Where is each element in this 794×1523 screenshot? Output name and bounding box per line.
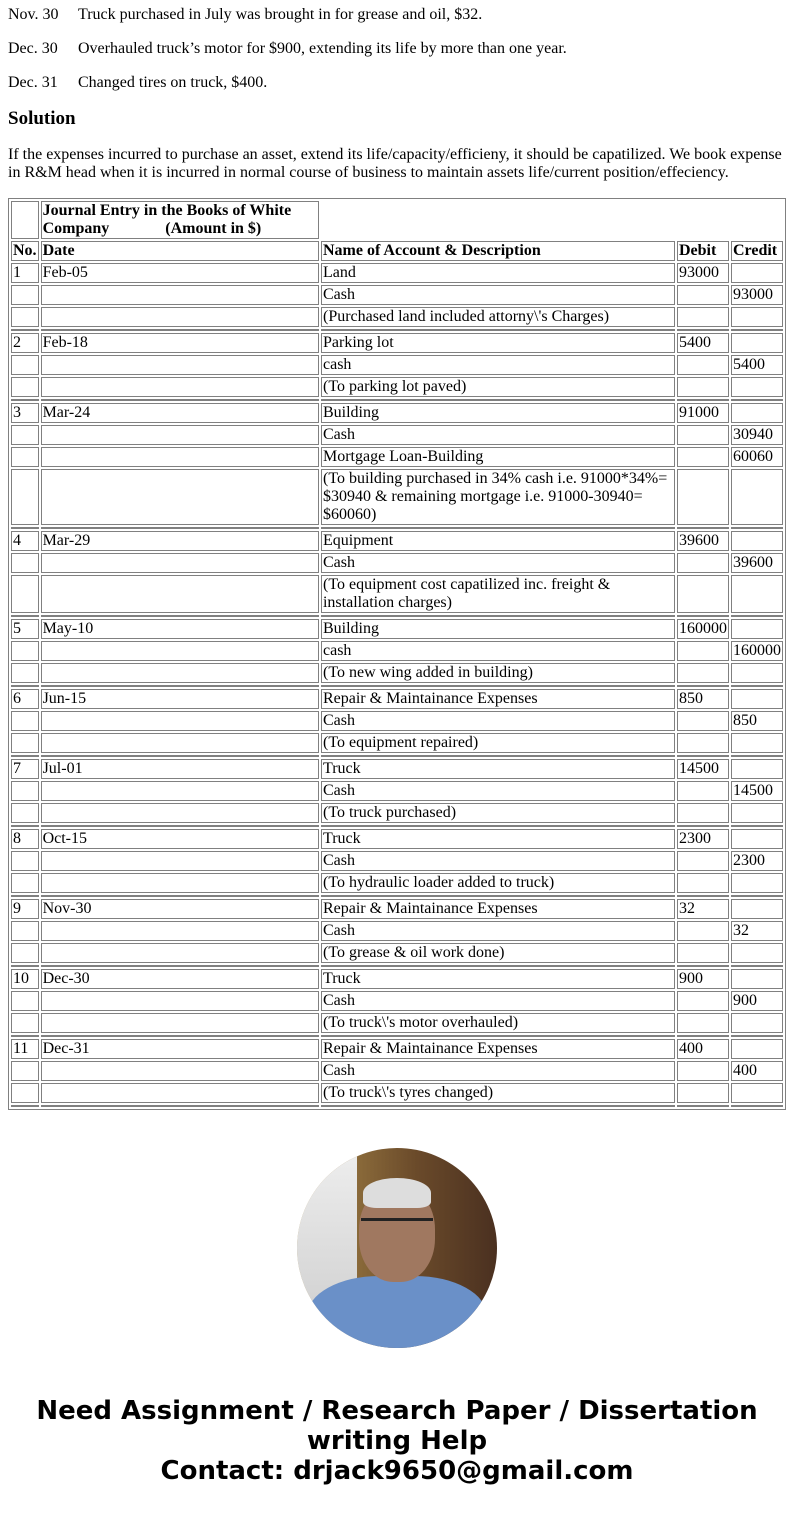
table-row xyxy=(11,377,783,397)
header-row xyxy=(11,241,783,261)
entry-number: 11 xyxy=(11,1039,39,1059)
table-row xyxy=(11,781,783,801)
header-no: No. xyxy=(13,242,37,259)
entry-number: 9 xyxy=(11,899,39,919)
entry-number xyxy=(11,991,39,1011)
entry-separator xyxy=(11,527,783,529)
credit-amount xyxy=(731,531,783,551)
credit-amount xyxy=(731,873,783,893)
entry-date xyxy=(41,307,319,327)
credit-amount: 400 xyxy=(731,1061,783,1081)
credit-amount xyxy=(731,1039,783,1059)
entry-separator xyxy=(11,685,783,687)
entry-date xyxy=(41,663,319,683)
table-row xyxy=(11,1013,783,1033)
account-name: Parking lot xyxy=(321,333,675,353)
table-row xyxy=(11,575,783,613)
entry-date: Mar-24 xyxy=(41,403,319,423)
debit-amount xyxy=(677,803,729,823)
credit-amount: 39600 xyxy=(731,553,783,573)
table-row xyxy=(11,425,783,445)
entry-date xyxy=(41,943,319,963)
author-photo xyxy=(297,1148,497,1348)
entry-date xyxy=(41,803,319,823)
table-row xyxy=(11,1039,783,1059)
account-name: (To parking lot paved) xyxy=(321,377,675,397)
debit-amount: 32 xyxy=(677,899,729,919)
account-name: Cash xyxy=(321,921,675,941)
table-row xyxy=(11,553,783,573)
table-row xyxy=(11,711,783,731)
entry-number: 5 xyxy=(11,619,39,639)
table-row xyxy=(11,943,783,963)
entry-date xyxy=(41,1013,319,1033)
debit-amount xyxy=(677,377,729,397)
account-name: Cash xyxy=(321,553,675,573)
debit-amount: 160000 xyxy=(678,620,727,637)
table-row xyxy=(11,803,783,823)
debit-amount: 400 xyxy=(677,1039,729,1059)
table-row xyxy=(11,733,783,753)
debit-amount xyxy=(677,469,729,525)
entry-date xyxy=(41,575,319,613)
entry-date: Dec-31 xyxy=(41,1039,319,1059)
journal-table xyxy=(8,198,786,1110)
debit-amount xyxy=(677,943,729,963)
credit-amount xyxy=(731,333,783,353)
debit-amount xyxy=(677,1083,729,1103)
entry-date xyxy=(41,285,319,305)
entry-number xyxy=(11,469,39,525)
entry-number xyxy=(11,663,39,683)
table-row xyxy=(11,355,783,375)
credit-amount: 32 xyxy=(731,921,783,941)
entry-separator xyxy=(11,895,783,897)
debit-amount xyxy=(677,1013,729,1033)
entry-separator xyxy=(11,1105,783,1107)
debit-amount xyxy=(677,575,729,613)
entry-number xyxy=(11,553,39,573)
table-title: Journal Entry in the Books of White Company (Amount in $) xyxy=(41,201,319,239)
debit-amount: 91000 xyxy=(677,403,729,423)
credit-amount xyxy=(731,689,783,709)
account-name: Cash xyxy=(321,711,675,731)
entry-number xyxy=(11,733,39,753)
credit-amount xyxy=(731,803,783,823)
entry-date: Nov-30 xyxy=(41,899,319,919)
entry-date xyxy=(41,711,319,731)
table-row xyxy=(11,873,783,893)
entry-number xyxy=(11,851,39,871)
table-row xyxy=(11,829,783,849)
account-name: Cash xyxy=(321,781,675,801)
entry-separator xyxy=(11,329,783,331)
entry-date: Feb-18 xyxy=(41,333,319,353)
entry-number: 4 xyxy=(11,531,39,551)
table-row xyxy=(11,1061,783,1081)
debit-amount: 5400 xyxy=(677,333,729,353)
account-name: Cash xyxy=(321,425,675,445)
table-row xyxy=(11,619,783,639)
account-name: cash xyxy=(321,641,675,661)
entry-number xyxy=(11,575,39,613)
account-name: Truck xyxy=(321,969,675,989)
table-row xyxy=(11,1083,783,1103)
entry-date xyxy=(41,641,319,661)
credit-amount xyxy=(731,969,783,989)
entry-date xyxy=(41,781,319,801)
account-name: cash xyxy=(321,355,675,375)
table-row xyxy=(11,969,783,989)
entry-number xyxy=(11,803,39,823)
entry-date xyxy=(41,377,319,397)
credit-amount xyxy=(731,403,783,423)
entry-number xyxy=(11,641,39,661)
debit-amount: 14500 xyxy=(677,759,729,779)
credit-amount: 850 xyxy=(731,711,783,731)
entry-date: Jul-01 xyxy=(41,759,319,779)
account-name: (To hydraulic loader added to truck) xyxy=(321,873,675,893)
debit-amount xyxy=(677,873,729,893)
event-dec30: Dec. 30 Overhauled truck’s motor for $900, extending its life by more than one year. xyxy=(8,40,567,57)
entry-date xyxy=(41,355,319,375)
events xyxy=(8,6,786,92)
debit-amount xyxy=(677,285,729,305)
entry-number xyxy=(11,873,39,893)
entry-number xyxy=(11,307,39,327)
entry-date xyxy=(41,851,319,871)
account-name: Cash xyxy=(321,1061,675,1081)
table-row xyxy=(11,899,783,919)
table-row xyxy=(11,531,783,551)
account-name: (To truck purchased) xyxy=(321,803,675,823)
footer-contact: Contact: drjack9650@gmail.com xyxy=(160,1456,634,1486)
event-nov30: Nov. 30 Truck purchased in July was brought in for grease and oil, $32. xyxy=(8,6,483,23)
table-row xyxy=(11,689,783,709)
entry-number xyxy=(11,1013,39,1033)
credit-amount xyxy=(731,899,783,919)
debit-amount xyxy=(677,307,729,327)
debit-amount xyxy=(677,447,729,467)
credit-amount xyxy=(731,759,783,779)
solution-heading: Solution xyxy=(8,108,76,129)
account-name: (To building purchased in 34% cash i.e. 91000*34%= $30940 & remaining mortgage i.e. 91000-30940= $60060) xyxy=(321,469,675,525)
entry-number: 1 xyxy=(11,263,39,283)
table-row xyxy=(11,663,783,683)
entry-separator xyxy=(11,965,783,967)
credit-amount: 60060 xyxy=(731,447,783,467)
account-name: Mortgage Loan-Building xyxy=(321,447,675,467)
credit-amount xyxy=(731,619,783,639)
account-name: (To grease & oil work done) xyxy=(321,943,675,963)
debit-amount xyxy=(677,1061,729,1081)
table-row xyxy=(11,851,783,871)
table-row xyxy=(11,991,783,1011)
credit-amount: 5400 xyxy=(731,355,783,375)
debit-amount: 39600 xyxy=(677,531,729,551)
entry-date xyxy=(41,873,319,893)
entry-number xyxy=(11,447,39,467)
credit-amount: 900 xyxy=(731,991,783,1011)
account-name: Cash xyxy=(321,991,675,1011)
entry-number: 8 xyxy=(11,829,39,849)
table-row xyxy=(11,263,783,283)
debit-amount xyxy=(677,991,729,1011)
credit-amount: 14500 xyxy=(731,781,783,801)
entry-number xyxy=(11,425,39,445)
credit-amount xyxy=(731,469,783,525)
entry-number: 2 xyxy=(11,333,39,353)
entry-number xyxy=(11,355,39,375)
account-name: Equipment xyxy=(321,531,675,551)
debit-amount: 900 xyxy=(677,969,729,989)
footer-ad xyxy=(8,1396,786,1486)
header-date: Date xyxy=(41,241,319,261)
entry-date xyxy=(41,991,319,1011)
credit-amount xyxy=(731,733,783,753)
account-name: Building xyxy=(321,619,675,639)
debit-amount xyxy=(677,781,729,801)
credit-amount: 160000 xyxy=(731,641,783,661)
entry-date xyxy=(41,553,319,573)
entry-date xyxy=(41,733,319,753)
account-name: Cash xyxy=(321,285,675,305)
credit-amount xyxy=(731,829,783,849)
table-row xyxy=(11,759,783,779)
account-name: (Purchased land included attorny\'s Charges) xyxy=(321,307,675,327)
entry-number: 7 xyxy=(11,759,39,779)
debit-amount xyxy=(677,355,729,375)
entry-number xyxy=(11,781,39,801)
credit-amount: 2300 xyxy=(731,851,783,871)
entry-date xyxy=(41,1061,319,1081)
account-name: (To new wing added in building) xyxy=(321,663,675,683)
debit-amount xyxy=(677,733,729,753)
entry-separator xyxy=(11,825,783,827)
table-row xyxy=(11,447,783,467)
credit-amount: 93000 xyxy=(731,285,783,305)
credit-amount xyxy=(731,377,783,397)
debit-amount xyxy=(677,711,729,731)
credit-amount xyxy=(731,575,783,613)
entry-date xyxy=(41,447,319,467)
table-row xyxy=(11,403,783,423)
entry-separator xyxy=(11,1035,783,1037)
entry-date xyxy=(41,921,319,941)
credit-amount xyxy=(731,663,783,683)
entry-date: Mar-29 xyxy=(41,531,319,551)
entry-date xyxy=(41,1083,319,1103)
account-name: Truck xyxy=(321,759,675,779)
entry-number xyxy=(11,285,39,305)
entry-number xyxy=(11,711,39,731)
entry-date: Oct-15 xyxy=(41,829,319,849)
account-name: Building xyxy=(321,403,675,423)
footer-help-text: Need Assignment / Research Paper / Dissertation writing Help xyxy=(36,1396,758,1456)
account-name: Repair & Maintainance Expenses xyxy=(321,689,675,709)
title-row xyxy=(11,201,783,239)
entry-number xyxy=(11,1083,39,1103)
account-name: Repair & Maintainance Expenses xyxy=(321,1039,675,1059)
header-account: Name of Account & Description xyxy=(321,241,675,261)
table-row xyxy=(11,307,783,327)
debit-amount: 2300 xyxy=(677,829,729,849)
entry-separator xyxy=(11,615,783,617)
table-row xyxy=(11,333,783,353)
credit-amount xyxy=(731,1013,783,1033)
event-dec31: Dec. 31 Changed tires on truck, $400. xyxy=(8,74,268,91)
header-credit: Credit xyxy=(731,241,783,261)
entry-number: 6 xyxy=(11,689,39,709)
entry-number xyxy=(11,1061,39,1081)
entry-date: Dec-30 xyxy=(41,969,319,989)
table-row xyxy=(11,921,783,941)
credit-amount xyxy=(731,263,783,283)
entry-separator xyxy=(11,755,783,757)
credit-amount xyxy=(731,943,783,963)
entry-date: May-10 xyxy=(41,619,319,639)
intro-text: If the expenses incurred to purchase an asset, extend its life/capacity/efficieny, it should be capatilized. We book expense in R&M head when it is incurred in normal course of business to maintain assets life/current position/effeciency. xyxy=(8,146,782,181)
account-name: (To truck\'s motor overhauled) xyxy=(321,1013,675,1033)
credit-amount xyxy=(731,1083,783,1103)
header-debit: Debit xyxy=(677,241,729,261)
table-row xyxy=(11,469,783,525)
debit-amount xyxy=(677,663,729,683)
entry-separator xyxy=(11,399,783,401)
account-name: Cash xyxy=(321,851,675,871)
entry-number: 10 xyxy=(11,969,39,989)
entry-date: Jun-15 xyxy=(41,689,319,709)
account-name: Repair & Maintainance Expenses xyxy=(321,899,675,919)
debit-amount xyxy=(677,851,729,871)
credit-amount: 30940 xyxy=(731,425,783,445)
debit-amount: 93000 xyxy=(677,263,729,283)
account-name: (To equipment cost capatilized inc. freight & installation charges) xyxy=(321,575,675,613)
entry-number xyxy=(11,943,39,963)
entry-date xyxy=(41,469,319,525)
entry-date xyxy=(41,425,319,445)
account-name: (To equipment repaired) xyxy=(321,733,675,753)
account-name: Land xyxy=(321,263,675,283)
table-row xyxy=(11,285,783,305)
entry-number xyxy=(11,921,39,941)
debit-amount xyxy=(677,425,729,445)
entry-date: Feb-05 xyxy=(41,263,319,283)
account-name: Truck xyxy=(321,829,675,849)
debit-amount xyxy=(677,641,729,661)
entry-number xyxy=(11,377,39,397)
entry-number: 3 xyxy=(11,403,39,423)
debit-amount: 850 xyxy=(677,689,729,709)
account-name: (To truck\'s tyres changed) xyxy=(321,1083,675,1103)
table-row xyxy=(11,641,783,661)
credit-amount xyxy=(731,307,783,327)
debit-amount xyxy=(677,921,729,941)
debit-amount xyxy=(677,553,729,573)
